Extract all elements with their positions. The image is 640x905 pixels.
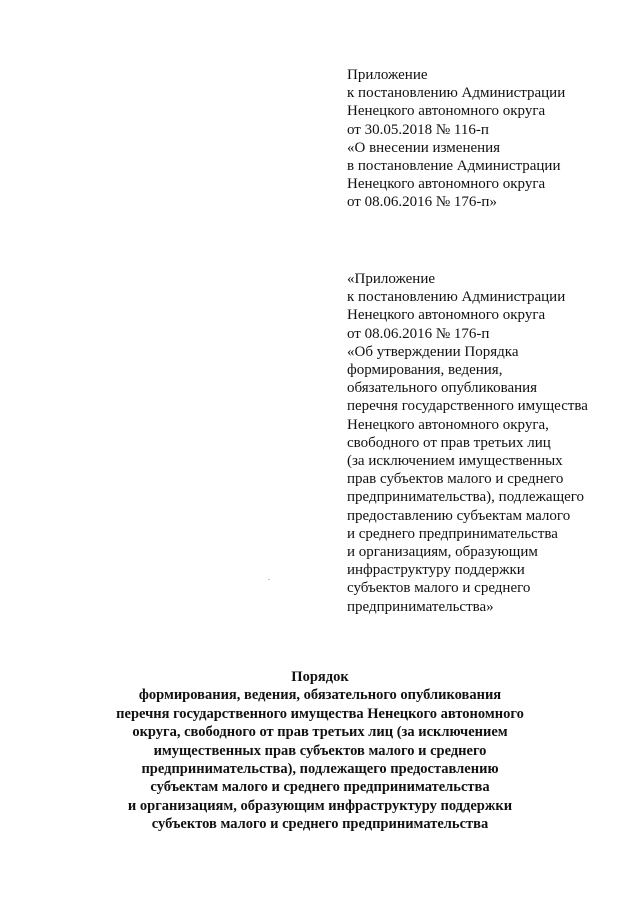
appendix-line: (за исключением имущественных — [347, 453, 563, 470]
title-line: формирования, ведения, обязательного опубликования — [138, 687, 502, 704]
scan-speck — [268, 579, 270, 580]
appendix-line: и организациям, образующим — [347, 544, 538, 561]
appendix-line: Приложение — [347, 67, 428, 83]
title-line: перечня государственного имущества Ненецкого автономного — [116, 705, 524, 722]
appendix-header-original — [347, 270, 588, 616]
appendix-line: от 08.06.2016 № 176-п — [347, 325, 490, 342]
appendix-line: свободного от прав третьих лиц — [347, 434, 551, 451]
appendix-line: предоставлению субъектам малого — [347, 507, 571, 524]
title-line: субъектов малого и среднего предпринимательства — [151, 816, 489, 833]
appendix-line: «О внесении изменения — [347, 139, 501, 156]
title-line: имущественных прав субъектов малого и среднего — [153, 742, 487, 759]
title-heading: Порядок — [291, 669, 349, 685]
appendix-line: к постановлению Администрации — [347, 289, 566, 306]
appendix-header-current — [347, 66, 565, 212]
appendix-line: «Приложение — [347, 271, 436, 287]
title-line: предпринимательства), подлежащего предоставлению — [141, 761, 499, 778]
appendix-line: инфраструктуру поддержки — [347, 562, 525, 579]
appendix-line: Ненецкого автономного округа, — [347, 416, 549, 433]
appendix-line: предпринимательства), подлежащего — [347, 489, 585, 506]
appendix-line: субъектов малого и среднего — [347, 580, 531, 597]
appendix-line: и среднего предпринимательства — [347, 525, 558, 542]
appendix-line: предпринимательства» — [347, 598, 494, 615]
appendix-line: перечня государственного имущества — [347, 398, 588, 415]
appendix-line: от 30.05.2018 № 116-п — [347, 121, 489, 138]
appendix-line: «Об утверждении Порядка — [347, 343, 519, 360]
appendix-line: Ненецкого автономного округа — [347, 103, 546, 120]
appendix-line: к постановлению Администрации — [347, 85, 566, 102]
appendix-line: от 08.06.2016 № 176-п» — [347, 194, 497, 211]
appendix-line: прав субъектов малого и среднего — [347, 471, 564, 488]
document-title — [100, 668, 540, 834]
appendix-line: Ненецкого автономного округа — [347, 176, 546, 193]
appendix-line: обязательного опубликования — [347, 380, 538, 397]
title-line: и организациям, образующим инфраструктуру поддержки — [127, 797, 513, 814]
appendix-line: в постановление Администрации — [347, 158, 561, 175]
title-line: округа, свободного от прав третьих лиц (за исключением — [132, 724, 508, 741]
appendix-line: Ненецкого автономного округа — [347, 307, 546, 324]
appendix-line: формирования, ведения, — [347, 362, 503, 379]
title-line: субъектам малого и среднего предпринимательства — [150, 779, 490, 796]
